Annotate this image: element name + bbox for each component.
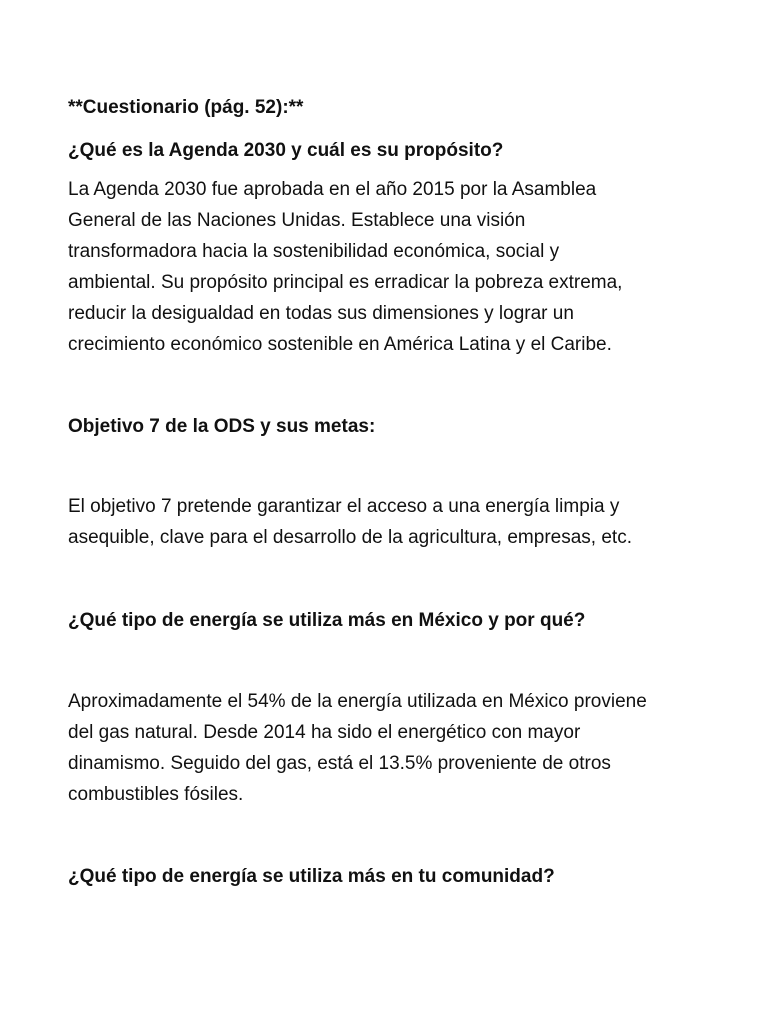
question-objective-7: Objetivo 7 de la ODS y sus metas: <box>68 416 376 437</box>
answer-agenda-2030 <box>68 174 708 360</box>
answer-line: combustibles fósiles. <box>68 784 244 805</box>
answer-line: ambiental. Su propósito principal es erradicar la pobreza extrema, <box>68 272 623 293</box>
answer-line: del gas natural. Desde 2014 ha sido el energético con mayor <box>68 722 581 743</box>
answer-line: El objetivo 7 pretende garantizar el acceso a una energía limpia y <box>68 496 620 517</box>
answer-line: dinamismo. Seguido del gas, está el 13.5% proveniente de otros <box>68 753 611 774</box>
question-agenda-2030: ¿Qué es la Agenda 2030 y cuál es su propósito? <box>68 140 504 161</box>
answer-line: reducir la desigualdad en todas sus dimensiones y lograr un <box>68 303 574 324</box>
question-energy-mexico: ¿Qué tipo de energía se utiliza más en México y por qué? <box>68 610 586 631</box>
questionnaire-heading: **Cuestionario (pág. 52):** <box>68 97 304 118</box>
answer-line: crecimiento económico sostenible en América Latina y el Caribe. <box>68 334 612 355</box>
answer-line: asequible, clave para el desarrollo de la agricultura, empresas, etc. <box>68 527 632 548</box>
answer-line: transformadora hacia la sostenibilidad económica, social y <box>68 241 560 262</box>
question-energy-community: ¿Qué tipo de energía se utiliza más en tu comunidad? <box>68 866 555 887</box>
answer-line: La Agenda 2030 fue aprobada en el año 2015 por la Asamblea <box>68 179 597 200</box>
answer-line: Aproximadamente el 54% de la energía utilizada en México proviene <box>68 691 647 712</box>
answer-line: General de las Naciones Unidas. Establece una visión <box>68 210 526 231</box>
answer-objective-7 <box>68 491 708 553</box>
answer-energy-mexico <box>68 686 708 810</box>
